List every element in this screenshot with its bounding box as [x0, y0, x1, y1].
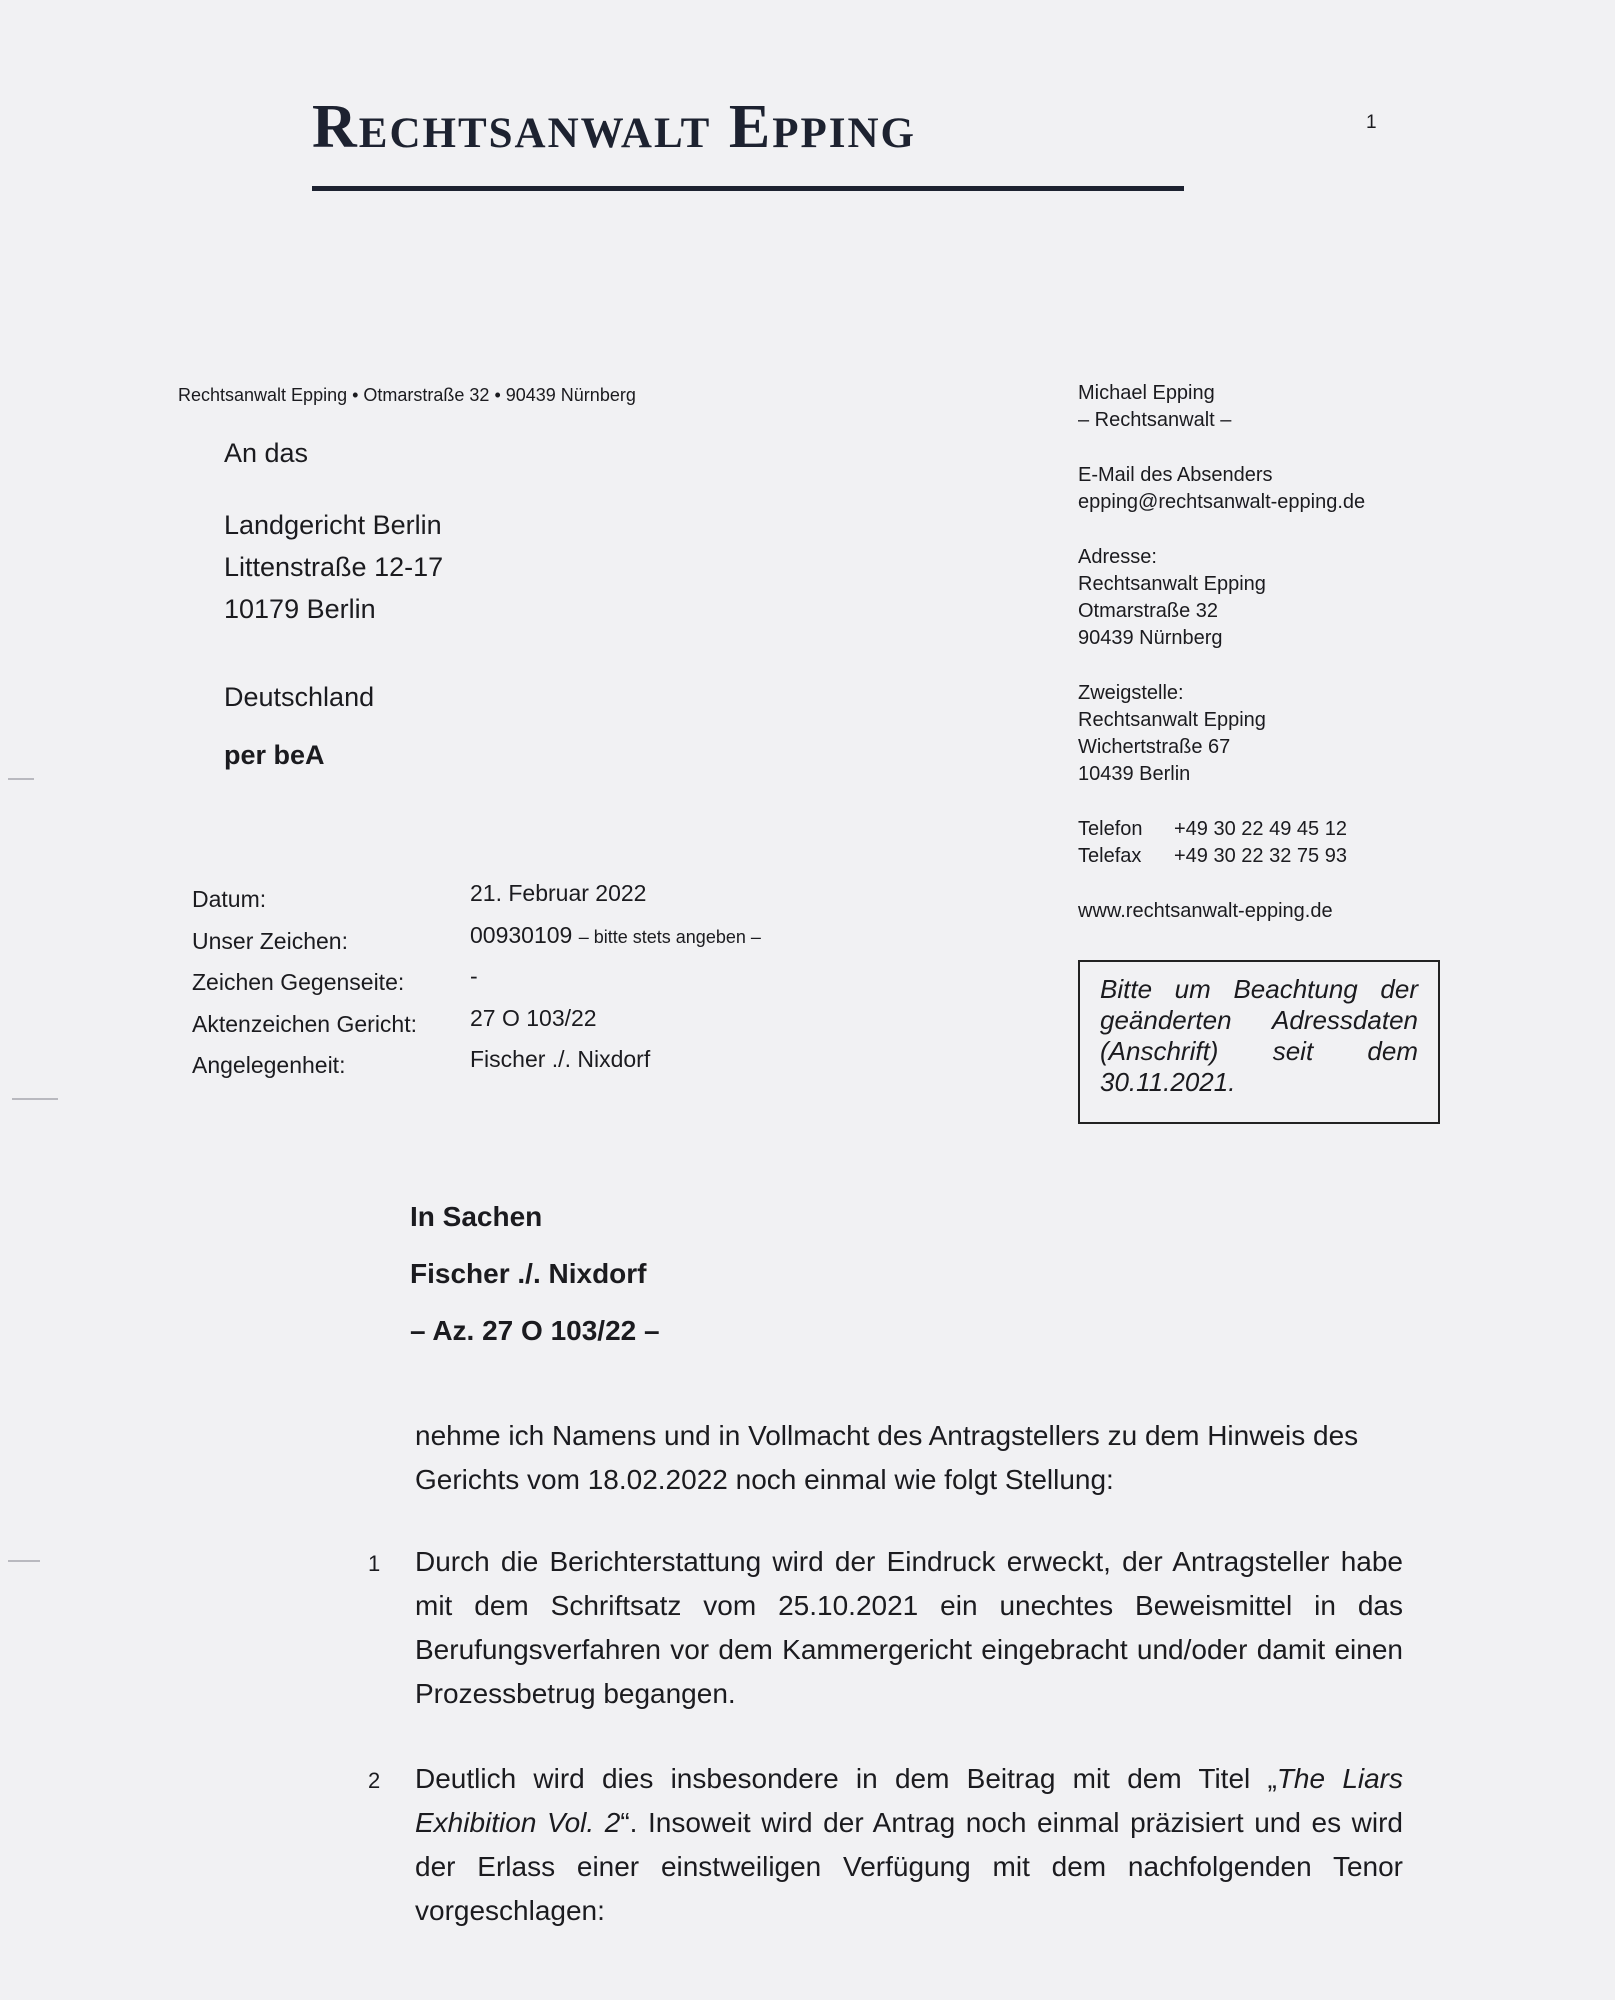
- phone-label: Telefon: [1078, 818, 1143, 840]
- letterhead-rule: [312, 186, 1184, 191]
- subject-case-number: – Az. 27 O 103/22 –: [410, 1315, 660, 1346]
- paragraph-1: Durch die Berichterstattung wird der Eindruck erweckt, der Antragsteller habe mit dem Schriftsatz vom 25.10.2021 ein unechtes Beweismittel in das Berufungsverfahren vor dem Kammergericht eingebracht und/oder damit einen Prozessbetrug begangen.: [415, 1546, 1403, 1709]
- meta-value: 27 O 103/22: [470, 1004, 597, 1031]
- meta-label: Unser Zeichen:: [192, 927, 348, 954]
- paragraph-2-text: “. Insoweit wird der Antrag noch einmal präzisiert und es wird der Erlass einer einstweiligen Verfügung mit dem nachfolgenden Tenor vorgeschlagen:: [415, 1807, 1403, 1926]
- meta-note: – bitte stets angeben –: [578, 926, 761, 947]
- email-label: E-Mail des Absenders: [1078, 464, 1273, 486]
- intro-paragraph: nehme ich Namens und in Vollmacht des Antragstellers zu dem Hinweis des Gerichts vom 18.02.2022 noch einmal wie folgt Stellung:: [415, 1420, 1359, 1495]
- article-title: The Liars Exhibition Vol. 2: [415, 1763, 1404, 1838]
- branch-line: Rechtsanwalt Epping: [1078, 709, 1266, 731]
- recipient-line: Littenstraße 12-17: [224, 552, 444, 582]
- fax-label: Telefax: [1078, 845, 1142, 867]
- branch-line: 10439 Berlin: [1078, 763, 1191, 785]
- contact-branch-block: [1078, 680, 1365, 788]
- address-change-notice: Bitte um Beachtung der geänderten Adressdaten (Anschrift) seit dem 30.11.2021.: [1078, 960, 1440, 1124]
- address-line: Rechtsanwalt Epping: [1078, 573, 1266, 595]
- paragraph-2-text: Deutlich wird dies insbesondere in dem Beitrag mit dem Titel „: [415, 1763, 1277, 1794]
- branch-line: Wichertstraße 67: [1078, 736, 1231, 758]
- meta-label: Angelegenheit:: [192, 1052, 346, 1078]
- contact-name-block: [1078, 380, 1365, 434]
- address-label: Adresse:: [1078, 546, 1157, 568]
- subject-line: In Sachen: [410, 1201, 543, 1232]
- contact-name: Michael Epping: [1078, 382, 1215, 404]
- address-line: Otmarstraße 32: [1078, 600, 1219, 622]
- meta-label: Datum:: [192, 886, 267, 912]
- sender-return-line: Rechtsanwalt Epping • Otmarstraße 32 • 90439 Nürnberg: [178, 385, 636, 405]
- meta-value: 21. Februar 2022: [470, 880, 647, 906]
- branch-label: Zweigstelle:: [1078, 682, 1184, 704]
- letterhead-title: Rechtsanwalt Epping: [312, 93, 916, 161]
- recipient-address: [224, 432, 443, 776]
- subject-block: [410, 1188, 660, 1359]
- address-line: 90439 Nürnberg: [1078, 627, 1223, 649]
- contact-role: – Rechtsanwalt –: [1078, 409, 1232, 431]
- paragraph-number: 2: [368, 1768, 381, 1793]
- subject-parties: Fischer ./. Nixdorf: [410, 1258, 647, 1289]
- website: www.rechtsanwalt-epping.de: [1078, 900, 1333, 922]
- margin-mark: [8, 778, 34, 780]
- fax-number: +49 30 22 32 75 93: [1174, 845, 1347, 867]
- recipient-country: Deutschland: [224, 682, 375, 712]
- contact-address-block: [1078, 544, 1365, 652]
- delivery-method: per beA: [224, 740, 325, 770]
- email-address: epping@rechtsanwalt-epping.de: [1078, 491, 1366, 513]
- margin-mark: [12, 1098, 58, 1100]
- contact-column: [1078, 380, 1365, 925]
- recipient-line: Landgericht Berlin: [224, 510, 442, 540]
- paragraph-number: 1: [368, 1551, 381, 1576]
- meta-label: Zeichen Gegenseite:: [192, 969, 405, 995]
- contact-email-block: [1078, 462, 1365, 516]
- meta-label: Aktenzeichen Gericht:: [192, 1010, 418, 1037]
- margin-mark: [8, 1560, 40, 1562]
- meta-value: 00930109: [470, 921, 573, 948]
- phone-number: +49 30 22 49 45 12: [1174, 818, 1347, 840]
- recipient-line: 10179 Berlin: [224, 594, 376, 624]
- page-number: 1: [1366, 112, 1377, 133]
- paragraph-2: [415, 1757, 1403, 1933]
- fax-row: [1078, 843, 1365, 870]
- meta-value: -: [470, 963, 478, 989]
- phone-row: [1078, 816, 1365, 843]
- recipient-salutation: An das: [224, 438, 309, 468]
- meta-value: Fischer ./. Nixdorf: [470, 1046, 651, 1072]
- contact-phone-block: [1078, 816, 1365, 870]
